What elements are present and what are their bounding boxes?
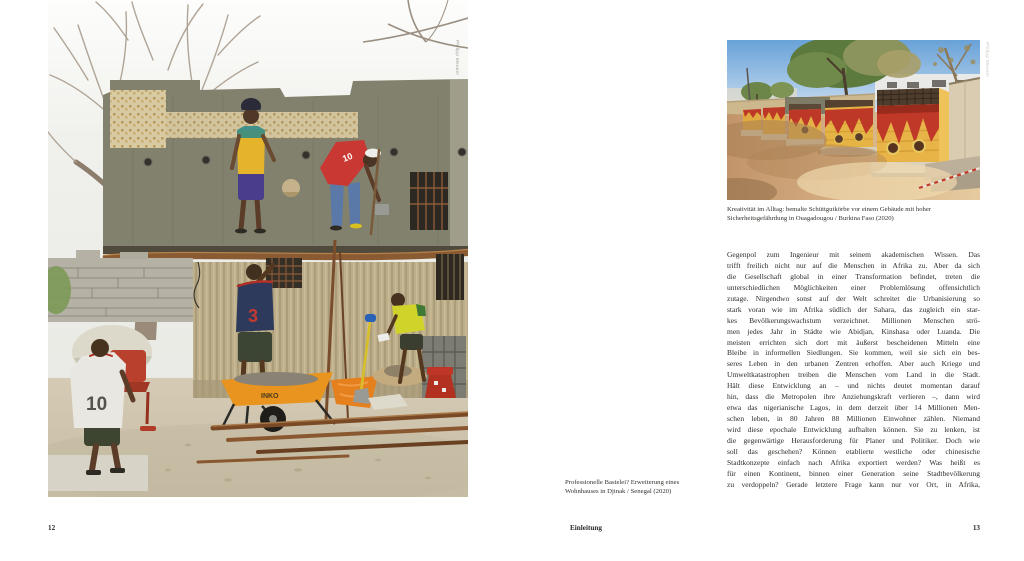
right-photo-caption <box>727 206 987 224</box>
jersey-number-blue: 3 <box>248 306 259 326</box>
text-line: seres Leben in den urbanen Zentren erhoffen. Aber auch Kriege und <box>727 359 980 369</box>
text-line: für einen Kontinent, binnen einer Generation seine Stadtbevölkerung <box>727 468 980 478</box>
text-line: schen leben, in 80 Jahren 88 Millionen Einwohner zählen. Niemand <box>727 414 980 424</box>
text-line: die gegenwärtige Herausforderung für Planer und Politiker. Doch wie <box>727 435 980 445</box>
construction-building <box>103 79 468 250</box>
text-line: Kreativität im Alltag: bemalte Schüttgutkörbe vor einem Gebäude mit hoher <box>727 206 932 213</box>
text-line: men jedes Jahr in Städte wie Abidjan, Kinshasa oder Luanda. Die <box>727 326 980 336</box>
red-stool <box>425 367 456 398</box>
text-line: stark voran wie im Afrika südlich der Sahara, das zugleich ein star- <box>727 304 980 314</box>
brick-wall <box>48 250 193 322</box>
street-photo-illustration <box>727 40 980 200</box>
construction-photo-illustration <box>48 0 468 497</box>
text-line: Gegenpol zum Ingenieur mit seinem akademischen Wissen. Das <box>727 250 980 259</box>
roof-edge <box>103 246 468 259</box>
mortar-bucket <box>375 204 389 215</box>
text-line: zutage. Nirgendwo sonst auf der Welt schreitet die Urbanisierung so <box>727 293 980 303</box>
text-line: soll das geschehen? Können etablierte westliche oder chinesische <box>727 446 980 456</box>
body-text <box>727 250 980 491</box>
page-number-left: 12 <box>48 524 56 532</box>
left-photo-credit: Philipp Meuser <box>455 40 460 76</box>
jersey-number-red: 10 <box>341 150 355 164</box>
jersey-number-white: 10 <box>86 394 108 415</box>
text-line: trifft freilich nicht nur auf die Menschen in Afrika zu. Aber da sich <box>727 260 980 270</box>
text-line: Stadtkonzepte einfach nach Afrika exportiert werden? Was heißt es <box>727 457 980 467</box>
text-line: meisten errichten sich dort mit äußerst bescheidenen Mitteln eine <box>727 337 980 347</box>
text-line: die Gesellschaft global in einer Transformation befindet, treten die <box>727 271 980 281</box>
sandals <box>140 426 156 431</box>
left-photo-caption <box>565 479 735 497</box>
page-number-right: 13 <box>972 524 980 532</box>
text-line: hin, dass die Metropolen ihre Anziehungskraft verlieren –, dann wird <box>727 392 980 402</box>
text-line: kes Bevölkerungswachstum verzeichnet. Millionen Menschen strö- <box>727 315 980 325</box>
text-line: etwa das nigerianische Lagos, in dem derzeit über 14 Millionen Men- <box>727 403 980 413</box>
text-line: Professionelle Bastelei? Erweiterung eines <box>565 479 680 486</box>
text-line: wird diese epochale Entwicklung aufhalten können. Sie zu lenken, ist <box>727 425 980 434</box>
right-photo-credit: Philipp Meuser <box>985 42 990 78</box>
chapter-footer-label: Einleitung <box>570 524 602 532</box>
wheelbarrow-label: INKO <box>261 393 279 400</box>
text-line: Hält diese Entwicklung an – und nichts deutet momentan darauf <box>727 381 980 391</box>
street-photo <box>727 40 980 200</box>
text-line: zu verdoppeln? Gerade letztere Frage kann nur vor Ort, in Afrika, <box>727 479 980 489</box>
text-line: Sicherheitsgefährdung in Ouagadougou / Burkina Faso (2020) <box>727 214 894 222</box>
text-line: Umweltkatastrophen treiben die Menschen vom Land in die Stadt. <box>727 370 980 380</box>
text-line: Wohnhauses in Djinak / Senegal (2020) <box>565 487 672 495</box>
text-line: unterschiedlichen Möglichkeiten einer Problemlösung offensichtlich <box>727 282 980 292</box>
text-line: Bleibe in informellen Siedlungen. Sie kommen, weil sie sich ein bes- <box>727 348 980 358</box>
construction-photo <box>48 0 468 497</box>
